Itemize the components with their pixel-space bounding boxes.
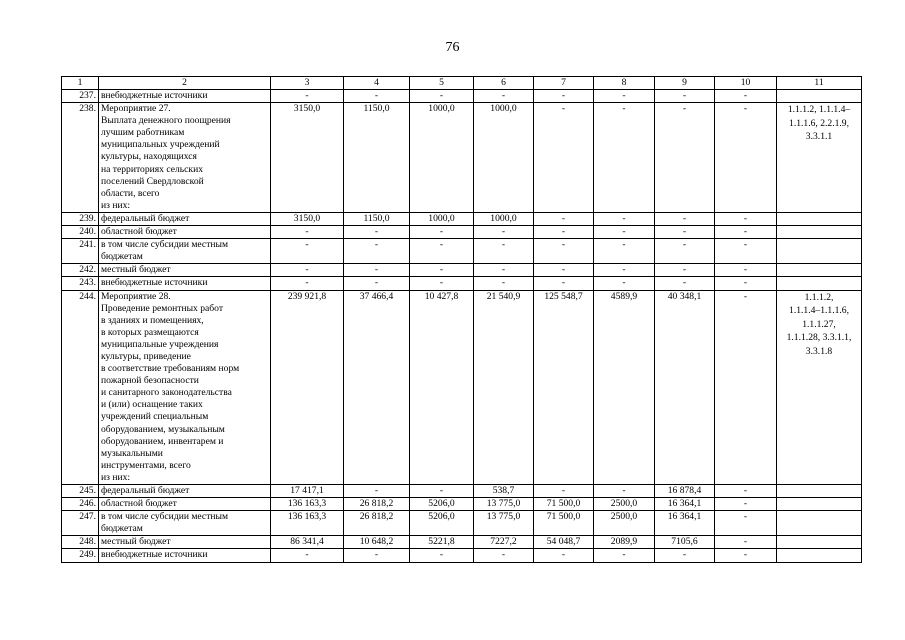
row-description bbox=[99, 103, 271, 213]
description-line: местный бюджет bbox=[101, 536, 171, 548]
description-line: муниципальные учреждения bbox=[101, 338, 219, 350]
description-line: из них: bbox=[101, 199, 131, 211]
description-line: Проведение ремонтных работ bbox=[101, 302, 224, 314]
row-description bbox=[99, 226, 271, 239]
target-indicator-refs bbox=[777, 485, 862, 498]
value-cell-col-10: - bbox=[715, 103, 777, 213]
description-line: в зданиях и помещениях, bbox=[101, 314, 204, 326]
value-cell-col-6: - bbox=[474, 90, 534, 103]
row-description bbox=[99, 290, 271, 485]
description-line: поселений Свердловской bbox=[101, 175, 204, 187]
description-line: областной бюджет bbox=[101, 226, 177, 238]
value-cell-col-10: - bbox=[715, 498, 777, 511]
description-line: Мероприятие 28. bbox=[101, 290, 171, 302]
column-header-8: 8 bbox=[594, 77, 655, 90]
description-line: местный бюджет bbox=[101, 264, 171, 276]
row-number: 242. bbox=[62, 264, 99, 277]
value-cell-col-6: - bbox=[474, 239, 534, 264]
table-row bbox=[62, 90, 862, 103]
row-number: 243. bbox=[62, 277, 99, 290]
value-cell-col-3: 17 417,1 bbox=[271, 485, 344, 498]
target-indicator-refs bbox=[777, 239, 862, 264]
value-cell-col-7: 71 500,0 bbox=[534, 511, 594, 536]
value-cell-col-9: - bbox=[655, 264, 715, 277]
description-line: оборудованием, музыкальным bbox=[101, 423, 225, 435]
value-cell-col-5: 5221,8 bbox=[410, 536, 474, 549]
value-cell-col-9: - bbox=[655, 103, 715, 213]
value-cell-col-7: 54 048,7 bbox=[534, 536, 594, 549]
value-cell-col-3: - bbox=[271, 226, 344, 239]
value-cell-col-3: - bbox=[271, 264, 344, 277]
value-cell-col-8: - bbox=[594, 485, 655, 498]
description-line: в том числе субсидии местным bbox=[101, 239, 229, 251]
table-row bbox=[62, 485, 862, 498]
target-indicator-refs bbox=[777, 290, 862, 485]
value-cell-col-3: 86 341,4 bbox=[271, 536, 344, 549]
value-cell-col-10: - bbox=[715, 511, 777, 536]
value-cell-col-10: - bbox=[715, 536, 777, 549]
target-indicator-refs bbox=[777, 103, 862, 213]
column-header-10: 10 bbox=[715, 77, 777, 90]
description-line: музыкальными bbox=[101, 447, 163, 459]
value-cell-col-7: - bbox=[534, 277, 594, 290]
value-cell-col-4: - bbox=[344, 226, 410, 239]
value-cell-col-7: - bbox=[534, 485, 594, 498]
value-cell-col-10: - bbox=[715, 277, 777, 290]
row-number: 247. bbox=[62, 511, 99, 536]
value-cell-col-9: 40 348,1 bbox=[655, 290, 715, 485]
value-cell-col-5: - bbox=[410, 485, 474, 498]
value-cell-col-6: 1000,0 bbox=[474, 212, 534, 225]
row-description bbox=[99, 239, 271, 264]
value-cell-col-9: - bbox=[655, 90, 715, 103]
column-header-11: 11 bbox=[777, 77, 862, 90]
value-cell-col-4: 26 818,2 bbox=[344, 498, 410, 511]
table-row bbox=[62, 264, 862, 277]
value-cell-col-6: 13 775,0 bbox=[474, 511, 534, 536]
value-cell-col-8: - bbox=[594, 264, 655, 277]
value-cell-col-8: 4589,9 bbox=[594, 290, 655, 485]
description-line: лучшим работникам bbox=[101, 127, 185, 139]
value-cell-col-8: - bbox=[594, 103, 655, 213]
value-cell-col-6: - bbox=[474, 549, 534, 562]
ref-line: 1.1.1.28, 3.3.1.1, bbox=[786, 332, 852, 343]
target-indicator-refs bbox=[777, 212, 862, 225]
description-line: в том числе субсидии местным bbox=[101, 511, 229, 523]
column-header-1: 1 bbox=[62, 77, 99, 90]
value-cell-col-7: - bbox=[534, 239, 594, 264]
value-cell-col-4: - bbox=[344, 264, 410, 277]
description-line: пожарной безопасности bbox=[101, 375, 199, 387]
table-body bbox=[62, 90, 862, 563]
ref-line: 1.1.1.2, bbox=[804, 291, 834, 303]
row-number: 240. bbox=[62, 226, 99, 239]
row-number: 244. bbox=[62, 290, 99, 485]
description-line: внебюджетные источники bbox=[101, 277, 208, 289]
value-cell-col-9: - bbox=[655, 277, 715, 290]
description-line: на территориях сельских bbox=[101, 163, 204, 175]
budget-table bbox=[61, 76, 862, 563]
row-number: 241. bbox=[62, 239, 99, 264]
value-cell-col-9: - bbox=[655, 239, 715, 264]
row-number: 245. bbox=[62, 485, 99, 498]
column-header-4: 4 bbox=[344, 77, 410, 90]
value-cell-col-10: - bbox=[715, 549, 777, 562]
row-description bbox=[99, 212, 271, 225]
value-cell-col-5: 1000,0 bbox=[410, 212, 474, 225]
value-cell-col-8: 2500,0 bbox=[594, 511, 655, 536]
table-row bbox=[62, 498, 862, 511]
value-cell-col-5: 5206,0 bbox=[410, 498, 474, 511]
value-cell-col-3: - bbox=[271, 239, 344, 264]
value-cell-col-8: - bbox=[594, 226, 655, 239]
value-cell-col-3: 3150,0 bbox=[271, 212, 344, 225]
value-cell-col-6: - bbox=[474, 226, 534, 239]
value-cell-col-4: 26 818,2 bbox=[344, 511, 410, 536]
value-cell-col-8: - bbox=[594, 277, 655, 290]
value-cell-col-7: - bbox=[534, 226, 594, 239]
value-cell-col-9: 16 364,1 bbox=[655, 511, 715, 536]
value-cell-col-3: - bbox=[271, 549, 344, 562]
target-indicator-refs bbox=[777, 226, 862, 239]
column-header-7: 7 bbox=[534, 77, 594, 90]
value-cell-col-5: 10 427,8 bbox=[410, 290, 474, 485]
value-cell-col-7: 125 548,7 bbox=[534, 290, 594, 485]
page-number: 76 bbox=[445, 40, 460, 55]
description-line: Выплата денежного поощрения bbox=[101, 115, 231, 127]
description-line: бюджетам bbox=[101, 523, 143, 535]
column-header-5: 5 bbox=[410, 77, 474, 90]
table-row bbox=[62, 212, 862, 225]
value-cell-col-9: 16 878,4 bbox=[655, 485, 715, 498]
description-line: и (или) оснащение таких bbox=[101, 399, 203, 411]
target-indicator-refs bbox=[777, 90, 862, 103]
table-row bbox=[62, 290, 862, 485]
value-cell-col-3: 136 163,3 bbox=[271, 498, 344, 511]
description-line: внебюджетные источники bbox=[101, 90, 208, 101]
value-cell-col-10: - bbox=[715, 485, 777, 498]
value-cell-col-9: - bbox=[655, 226, 715, 239]
row-description bbox=[99, 485, 271, 498]
value-cell-col-4: 1150,0 bbox=[344, 103, 410, 213]
ref-line: 1.1.1.2, 1.1.1.4– bbox=[787, 104, 851, 116]
value-cell-col-3: 136 163,3 bbox=[271, 511, 344, 536]
row-number: 239. bbox=[62, 212, 99, 225]
ref-line: 3.3.1.1 bbox=[805, 131, 833, 143]
value-cell-col-5: - bbox=[410, 277, 474, 290]
ref-line: 1.1.1.4–1.1.1.6, bbox=[789, 305, 849, 316]
value-cell-col-9: 16 364,1 bbox=[655, 498, 715, 511]
column-header-3: 3 bbox=[271, 77, 344, 90]
table-header bbox=[62, 77, 862, 90]
row-description bbox=[99, 549, 271, 562]
column-header-6: 6 bbox=[474, 77, 534, 90]
value-cell-col-8: - bbox=[594, 90, 655, 103]
description-line: федеральный бюджет bbox=[101, 212, 190, 224]
value-cell-col-10: - bbox=[715, 90, 777, 103]
value-cell-col-6: - bbox=[474, 264, 534, 277]
target-indicator-refs bbox=[777, 549, 862, 562]
value-cell-col-5: - bbox=[410, 226, 474, 239]
row-number: 237. bbox=[62, 90, 99, 103]
value-cell-col-10: - bbox=[715, 290, 777, 485]
value-cell-col-5: - bbox=[410, 264, 474, 277]
value-cell-col-3: 3150,0 bbox=[271, 103, 344, 213]
value-cell-col-10: - bbox=[715, 226, 777, 239]
ref-line: 1.1.1.27, bbox=[802, 318, 836, 330]
value-cell-col-4: - bbox=[344, 549, 410, 562]
value-cell-col-7: - bbox=[534, 103, 594, 213]
description-line: муниципальных учреждений bbox=[101, 139, 220, 151]
table-row bbox=[62, 511, 862, 536]
value-cell-col-4: 37 466,4 bbox=[344, 290, 410, 485]
value-cell-col-7: - bbox=[534, 264, 594, 277]
value-cell-col-10: - bbox=[715, 239, 777, 264]
row-number: 249. bbox=[62, 549, 99, 562]
description-line: инструментами, всего bbox=[101, 459, 191, 471]
value-cell-col-4: 1150,0 bbox=[344, 212, 410, 225]
value-cell-col-7: - bbox=[534, 212, 594, 225]
target-indicator-refs bbox=[777, 264, 862, 277]
description-line: учреждений специальным bbox=[101, 411, 209, 423]
value-cell-col-6: 13 775,0 bbox=[474, 498, 534, 511]
ref-line: 1.1.1.6, 2.2.1.9, bbox=[789, 117, 849, 129]
column-header-2: 2 bbox=[99, 77, 271, 90]
description-line: из них: bbox=[101, 471, 131, 483]
description-line: Мероприятие 27. bbox=[101, 103, 171, 115]
value-cell-col-5: - bbox=[410, 549, 474, 562]
description-line: и санитарного законодательства bbox=[101, 387, 232, 399]
ref-line: 3.3.1.8 bbox=[805, 345, 833, 357]
value-cell-col-9: - bbox=[655, 212, 715, 225]
table-row bbox=[62, 549, 862, 562]
value-cell-col-7: 71 500,0 bbox=[534, 498, 594, 511]
value-cell-col-4: - bbox=[344, 239, 410, 264]
table-row bbox=[62, 239, 862, 264]
value-cell-col-5: - bbox=[410, 239, 474, 264]
row-description bbox=[99, 498, 271, 511]
value-cell-col-6: - bbox=[474, 277, 534, 290]
target-indicator-refs bbox=[777, 511, 862, 536]
value-cell-col-3: - bbox=[271, 277, 344, 290]
value-cell-col-6: 7227,2 bbox=[474, 536, 534, 549]
row-number: 246. bbox=[62, 498, 99, 511]
value-cell-col-8: 2089,9 bbox=[594, 536, 655, 549]
row-description bbox=[99, 536, 271, 549]
value-cell-col-8: - bbox=[594, 549, 655, 562]
column-header-9: 9 bbox=[655, 77, 715, 90]
value-cell-col-5: 5206,0 bbox=[410, 511, 474, 536]
target-indicator-refs bbox=[777, 277, 862, 290]
value-cell-col-10: - bbox=[715, 212, 777, 225]
value-cell-col-4: - bbox=[344, 277, 410, 290]
table-row bbox=[62, 277, 862, 290]
target-indicator-refs bbox=[777, 498, 862, 511]
row-number: 248. bbox=[62, 536, 99, 549]
description-line: в соответствие требованиям норм bbox=[101, 363, 240, 375]
value-cell-col-7: - bbox=[534, 549, 594, 562]
row-description bbox=[99, 277, 271, 290]
value-cell-col-3: 239 921,8 bbox=[271, 290, 344, 485]
value-cell-col-4: - bbox=[344, 90, 410, 103]
row-description bbox=[99, 264, 271, 277]
value-cell-col-8: 2500,0 bbox=[594, 498, 655, 511]
value-cell-col-8: - bbox=[594, 239, 655, 264]
description-line: внебюджетные источники bbox=[101, 549, 208, 561]
value-cell-col-3: - bbox=[271, 90, 344, 103]
value-cell-col-4: 10 648,2 bbox=[344, 536, 410, 549]
description-line: бюджетам bbox=[101, 251, 143, 263]
value-cell-col-6: 538,7 bbox=[474, 485, 534, 498]
description-line: культуры, находящихся bbox=[101, 151, 197, 163]
table-row bbox=[62, 226, 862, 239]
description-line: области, всего bbox=[101, 187, 160, 199]
description-line: оборудованием, инвентарем и bbox=[101, 435, 224, 447]
table-row bbox=[62, 103, 862, 213]
description-line: областной бюджет bbox=[101, 498, 177, 510]
header-row bbox=[62, 77, 862, 90]
description-line: федеральный бюджет bbox=[101, 485, 190, 496]
row-number: 238. bbox=[62, 103, 99, 213]
table-row bbox=[62, 536, 862, 549]
value-cell-col-4: - bbox=[344, 485, 410, 498]
row-description bbox=[99, 90, 271, 103]
value-cell-col-6: 1000,0 bbox=[474, 103, 534, 213]
value-cell-col-5: - bbox=[410, 90, 474, 103]
description-line: культуры, приведение bbox=[101, 350, 191, 362]
value-cell-col-8: - bbox=[594, 212, 655, 225]
value-cell-col-5: 1000,0 bbox=[410, 103, 474, 213]
value-cell-col-7: - bbox=[534, 90, 594, 103]
target-indicator-refs bbox=[777, 536, 862, 549]
value-cell-col-9: - bbox=[655, 549, 715, 562]
description-line: в которых размещаются bbox=[101, 326, 199, 338]
value-cell-col-10: - bbox=[715, 264, 777, 277]
row-description bbox=[99, 511, 271, 536]
value-cell-col-6: 21 540,9 bbox=[474, 290, 534, 485]
value-cell-col-9: 7105,6 bbox=[655, 536, 715, 549]
